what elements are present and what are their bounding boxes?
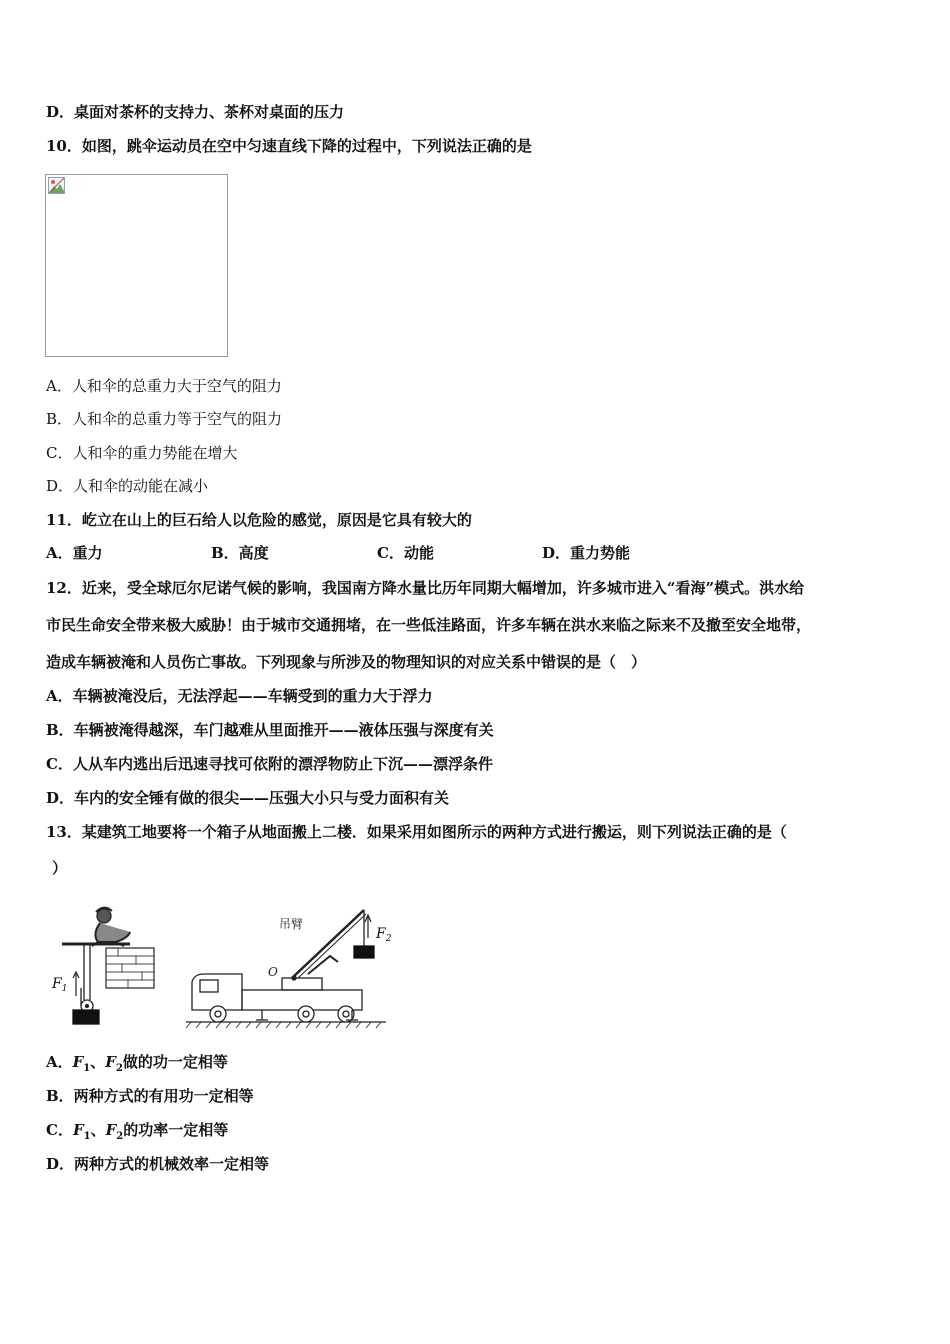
q12-stem-line3: 造成车辆被淹和人员伤亡事故。下列现象与所涉及的物理知识的对应关系中错误的是（ ） xyxy=(46,653,647,671)
q11-option-d: D．重力势能 xyxy=(542,544,631,562)
q10-option-a: A．人和伞的总重力大于空气的阻力 xyxy=(46,377,282,395)
q11-option-a: A．重力 xyxy=(46,544,103,562)
q11-stem: 11．屹立在山上的巨石给人以危险的感觉，原因是它具有较大的 xyxy=(46,511,472,529)
q13-option-b: B．两种方式的有用功一定相等 xyxy=(46,1087,254,1105)
fig-label-f1: $F_1$ xyxy=(52,976,68,994)
q13-stem-line1: 13．某建筑工地要将一个箱子从地面搬上二楼．如果采用如图所示的两种方式进行搬运，则下列说法正确的是（ xyxy=(46,823,787,841)
broken-image-icon xyxy=(48,177,65,194)
q9-option-d: D．桌面对茶杯的支持力、茶杯对桌面的压力 xyxy=(46,103,345,121)
q13-stem-line2: ） xyxy=(52,859,68,877)
q13-option-d: D．两种方式的机械效率一定相等 xyxy=(46,1155,270,1173)
q13-option-a: A．$F_1$、$F_2$做的功一定相等 xyxy=(46,1053,228,1074)
q12-option-c: C．人从车内逃出后迅速寻找可依附的漂浮物防止下沉——漂浮条件 xyxy=(46,755,493,773)
pulley-worker-figure xyxy=(62,908,154,1024)
q10-option-d: D．人和伞的动能在减小 xyxy=(46,477,209,495)
q13-option-c: C．$F_1$、$F_2$的功率一定相等 xyxy=(46,1121,229,1142)
q12-option-d: D．车内的安全锤有做的很尖——压强大小只与受力面积有关 xyxy=(46,789,450,807)
q13-figure xyxy=(46,898,396,1030)
q10-option-b: B．人和伞的总重力等于空气的阻力 xyxy=(46,410,283,428)
q10-option-c: C．人和伞的重力势能在增大 xyxy=(46,444,238,462)
fig-label-f2: $F_2$ xyxy=(376,926,392,944)
q11-option-b: B．高度 xyxy=(211,544,269,562)
q10-stem: 10．如图，跳伞运动员在空中匀速直线下降的过程中，下列说法正确的是 xyxy=(46,137,532,155)
fig-label-o: O xyxy=(268,965,278,979)
fig-label-boom: 吊臂 xyxy=(279,917,304,931)
q12-stem-line2: 市民生命安全带来极大威胁！由于城市交通拥堵，在一些低洼路面，许多车辆在洪水来临之际来不及撤至安全地带， xyxy=(46,616,812,634)
parachute-image-placeholder xyxy=(45,174,228,357)
q12-option-a: A．车辆被淹没后，无法浮起——车辆受到的重力大于浮力 xyxy=(46,687,433,705)
q12-stem-line1: 12．近来，受全球厄尔尼诺气候的影响，我国南方降水量比历年同期大幅增加，许多城市进入“看海”模式。洪水给 xyxy=(46,579,805,597)
q11-option-c: C．动能 xyxy=(377,544,434,562)
q12-option-b: B．车辆被淹得越深，车门越难从里面推开——液体压强与深度有关 xyxy=(46,721,494,739)
